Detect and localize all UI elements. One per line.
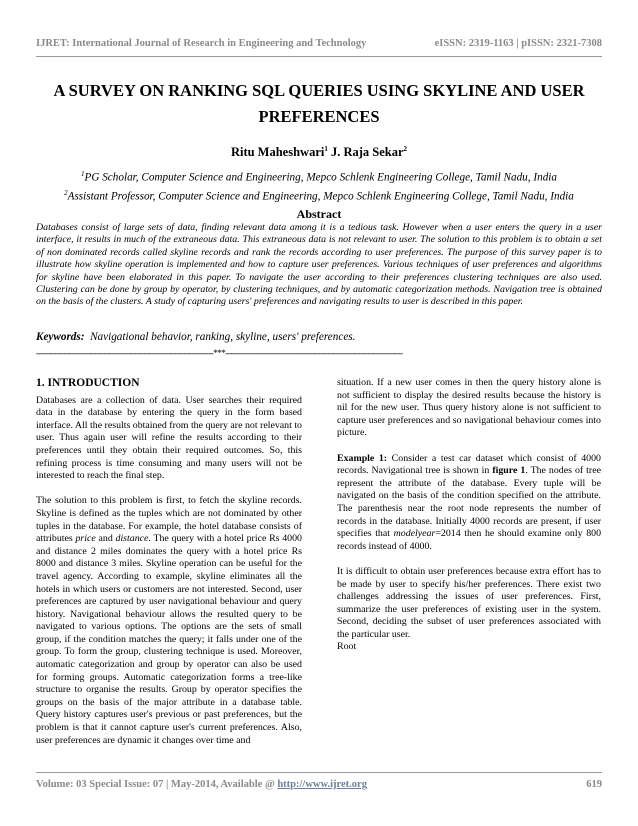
keywords-text: Navigational behavior, ranking, skyline, users' preferences. <box>90 331 356 343</box>
keywords <box>36 331 602 343</box>
journal-link[interactable]: http://www.ijret.org <box>277 779 367 790</box>
footer-volume: Volume: 03 Special Issue: 07 | May-2014, Available @ http://www.ijret.org <box>36 779 367 790</box>
issn: eISSN: 2319-1163 | pISSN: 2321-7308 <box>434 38 602 49</box>
abstract-heading: Abstract <box>296 207 342 221</box>
affiliation-1: $^1$PG Scholar, Computer Science and Engineering, Mepco Schlenk Engineering College, Tamil Nadu, India <box>81 170 557 184</box>
abstract-text: Databases consist of large sets of data, finding relevant data among it is a tedious task. However when a user enters the query in a user interface, it results in much of the extraneous data. This extraneous data is not relevant to user. The solution to this problem is to obtain a set of non dominated records called skyline records and rank the records according to user preferences. The purpose of this survey paper is to illustrate how skyline operation is implemented and how to capture user preferences. Various techniques of user preferences and algorithms for skyline have been elaborated in this paper. To navigate the user according to their preferences clustering techniques are also used. Clustering can be done by group by operator, by clustering techniques, and by automatic categorization methods. Navigation tree is obtained on the basis of the clusters. A study of capturing users' preferences and navigating results to user is described in this paper. <box>36 222 602 308</box>
author-1-sup: 1 <box>324 145 328 153</box>
author-2: J. Raja Sekar <box>330 145 404 160</box>
affiliation-2: $^2$Assistant Professor, Computer Science and Engineering, Mepco Schlenk Engineering College, Tamil Nadu, India <box>64 188 574 203</box>
root-label: Root <box>337 641 357 653</box>
section-separator: -----------------------------------------------------------------------***----------------------------------------------------------------------- <box>36 348 403 358</box>
paragraph: The solution to this problem is first, to fetch the skyline records. Skyline is defined as the tuples which are not dominated by other tuples in the database. For example, the hotel database consists of attributes price and distance. The query with a hotel price Rs 4000 and distance 2 miles dominates the query with a hotel price Rs 8000 and distance 3 miles. Skyline operation can be useful for the travel agency. According to example, skyline eliminates all the hotels in which users or customers are not interested. Second, user preferences are captured by user navigational behaviour and query history. Navigational behaviour allows the resulted query to be navigated to various options. The options are the sets of small group, if the condition matches the query; it falls under one of the group. To form the group, clustering technique is used. Moreover, automatic categorization and group by operator can also be used for forming groups. Automatic categorization forms a tree-like structure to organise the results. Group by operator specifies the groups on the basis of the major attribute in a database table. Query history captures user's previous or past preferences, but the problem is that it cannot capture user's current preferences. Also, user preferences are dynamic it changes over time and <box>36 495 302 746</box>
left-column <box>36 377 302 760</box>
paragraph: situation. If a new user comes in then the query history alone is not sufficient to display the desired results because the history is nil for the new user. Thus query history alone is not sufficient to capture user preferences and so navigational behaviour comes into picture. <box>337 377 601 439</box>
footer-rule <box>36 772 602 773</box>
running-header <box>36 38 602 49</box>
right-column <box>337 377 601 654</box>
running-footer <box>36 779 602 790</box>
paragraph: Databases are a collection of data. User searches their required data in the database by entering the query in the form based interface. All the results obtained from the query are not relevant to user. Thus again user will refine the results according to their preferences until they obtain their required outcomes. So, this refining process is time consuming and many users will not be interested to reach the final step. <box>36 394 302 482</box>
authors <box>40 145 598 160</box>
author-1: Ritu Maheshwari <box>230 145 325 160</box>
keywords-label: Keywords: <box>36 331 85 343</box>
journal-name: IJRET: International Journal of Research in Engineering and Technology <box>36 38 367 49</box>
header-rule <box>36 56 602 57</box>
paper-title: A SURVEY ON RANKING SQL QUERIES USING SKYLINE AND USER PREFERENCES <box>53 81 585 126</box>
page-number: 619 <box>586 779 602 790</box>
affiliations <box>30 167 608 204</box>
paragraph: It is difficult to obtain user preferences because extra effort has to be made by user to specify his/her preferences. There exist two challenges addressing the issues of user preferences. First, summarize the user preferences of existing user in the system. Second, deciding the subset of user preferences associated with the particular user. Root <box>337 565 601 653</box>
example-paragraph: Example 1: Consider a test car dataset which consist of 4000 records. Navigational tree is shown in figure 1. The nodes of tree represent the attribute of the database. Every tuple will be navigated on the basis of the condition specified on the attribute. The parenthesis near the root node represents the number of records in the database. Initially 4000 records are present, if user specifies that modelyear=2014 then he should examine only 800 records instead of 4000. <box>337 452 602 552</box>
section-heading: 1. INTRODUCTION <box>36 377 140 389</box>
author-2-sup: 2 <box>403 145 408 153</box>
